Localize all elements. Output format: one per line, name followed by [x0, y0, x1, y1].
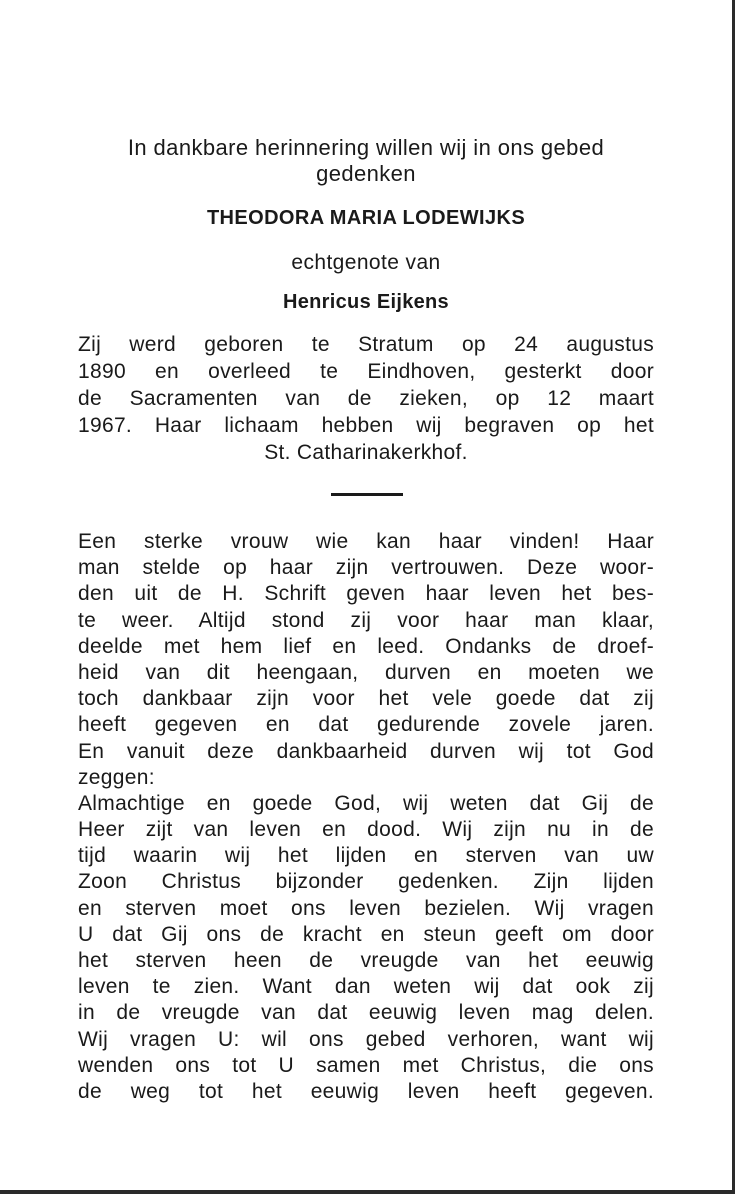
meditation-paragraph [78, 529, 654, 1105]
meditation-line: de weg tot het eeuwig leven heeft gegeven. [78, 1079, 654, 1103]
meditation-line: te weer. Altijd stond zij voor haar man klaar, [78, 608, 654, 632]
bio-line: 1967. Haar lichaam hebben wij begraven op het [78, 414, 654, 437]
meditation-line: in de vreugde van dat eeuwig leven mag delen. [78, 1001, 654, 1025]
meditation-line: Almachtige en goede God, wij weten dat Gij de [78, 791, 654, 815]
spouse-name: Henricus Eijkens [283, 291, 449, 313]
meditation-line: En vanuit deze dankbaarheid durven wij tot God [78, 739, 654, 763]
meditation-line: heeft gegeven en dat gedurende zovele jaren. [78, 713, 654, 737]
deceased-name: THEODORA MARIA LODEWIJKS [206, 207, 526, 229]
meditation-line: den uit de H. Schrift geven haar leven het bes- [78, 582, 654, 606]
biography-paragraph [78, 331, 654, 466]
bio-line: 1890 en overleed te Eindhoven, gesterkt door [78, 360, 654, 383]
meditation-line: man stelde op haar zijn vertrouwen. Deze woor- [78, 556, 654, 580]
meditation-line: het sterven heen de vreugde van het eeuwig [78, 949, 654, 972]
intro-line: In dankbare herinnering willen wij in ons gebed [127, 135, 605, 160]
meditation-line: tijd waarin wij het lijden en sterven van uw [78, 844, 654, 868]
meditation-line: Zoon Christus bijzonder gedenken. Zijn lijden [78, 870, 654, 894]
meditation-line: U dat Gij ons de kracht en steun geeft om door [78, 922, 654, 946]
meditation-line: Heer zijt van leven en dood. Wij zijn nu in de [78, 818, 654, 842]
bio-line: de Sacramenten van de zieken, op 12 maart [78, 387, 654, 410]
meditation-line: wenden ons tot U samen met Christus, die ons [78, 1053, 654, 1077]
section-divider [331, 493, 403, 496]
meditation-line: deelde met hem lief en leed. Ondanks de droef- [78, 634, 654, 658]
meditation-line: heid van dit heengaan, durven en moeten we [78, 660, 654, 684]
meditation-line: zeggen: [78, 765, 155, 789]
meditation-line: leven te zien. Want dan weten wij dat ook zij [78, 975, 654, 999]
spouse-label: echtgenote van [291, 251, 441, 274]
bio-line: Zij werd geboren te Stratum op 24 augustus [78, 333, 654, 356]
intro-text [78, 134, 654, 186]
bio-line: St. Catharinakerkhof. [264, 441, 468, 464]
meditation-line: Wij vragen U: wil ons gebed verhoren, want wij [78, 1027, 654, 1051]
meditation-line: en sterven moet ons leven bezielen. Wij vragen [78, 896, 654, 920]
meditation-line: toch dankbaar zijn voor het vele goede dat zij [78, 687, 654, 711]
intro-line: gedenken [316, 161, 416, 187]
meditation-line: Een sterke vrouw wie kan haar vinden! Haar [78, 530, 654, 553]
